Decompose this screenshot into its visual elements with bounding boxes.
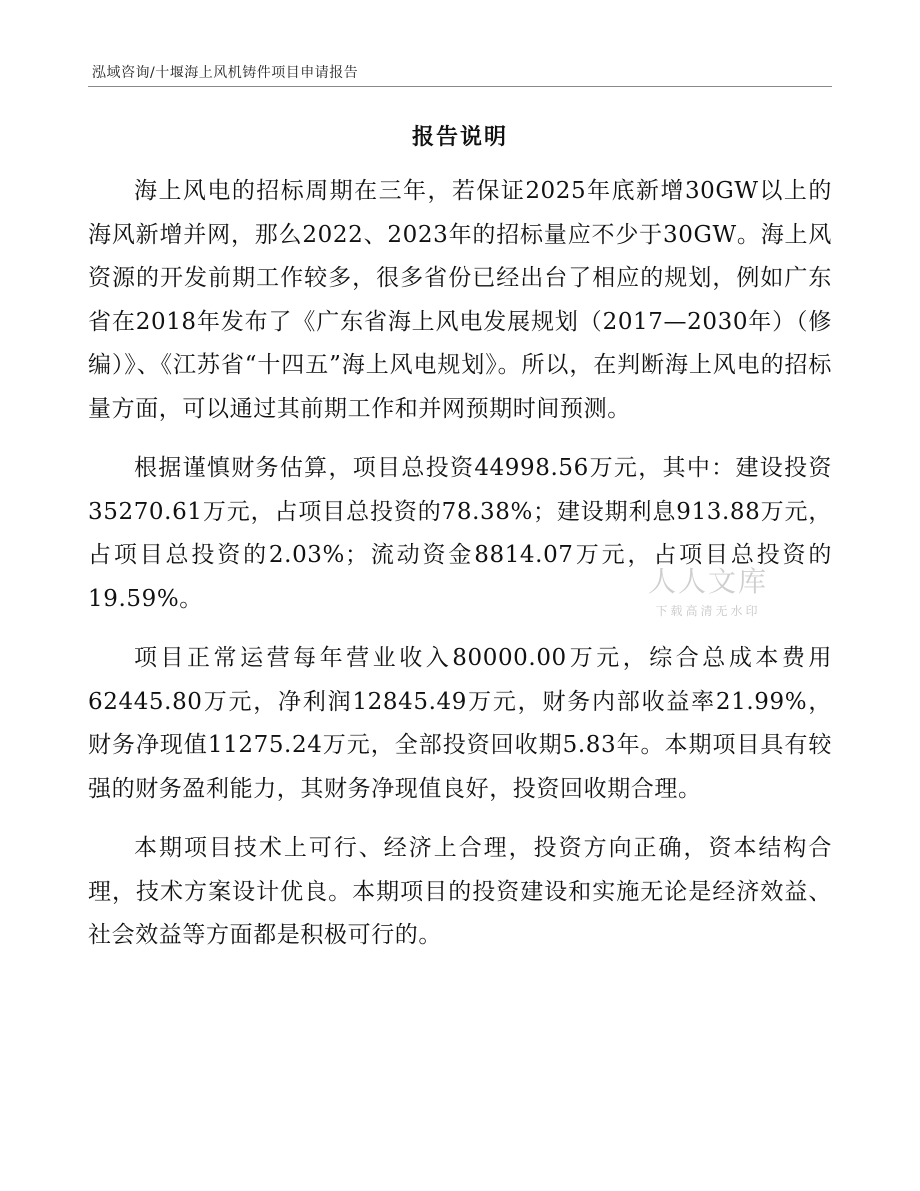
watermark-subtitle: 下载高清无水印 <box>655 604 761 618</box>
paragraph-investment: 根据谨慎财务估算，项目总投资44998.56万元，其中：建设投资35270.61万元，占项目总投资的78.38%；建设期利息913.88万元，占项目总投资的2.03%；流动资金8814.07万元，占项目总投资的19.59%。 <box>88 455 832 612</box>
running-header: 泓域咨询/十堰海上风机铸件项目申请报告 <box>92 65 359 81</box>
report-body <box>88 170 832 974</box>
paragraph-conclusion: 本期项目技术上可行、经济上合理，投资方向正确，资本结构合理，技术方案设计优良。本期项目的投资建设和实施无论是经济效益、社会效益等方面都是积极可行的。 <box>88 835 832 948</box>
header-divider <box>88 86 832 87</box>
paragraph-market: 海上风电的招标周期在三年，若保证2025年底新增30GW以上的海风新增并网，那么2022、2023年的招标量应不少于30GW。海上风资源的开发前期工作较多，很多省份已经出台了相应的规划，例如广东省在2018年发布了《广东省海上风电发展规划（2017—2030年）（修编）》、《江苏省“十四五”海上风电规划》。所以，在判断海上风电的招标量方面，可以通过其前期工作和并网预期时间预测。 <box>88 178 832 422</box>
paragraph-financials: 项目正常运营每年营业收入80000.00万元，综合总成本费用62445.80万元，净利润12845.49万元，财务内部收益率21.99%，财务净现值11275.24万元，全部投资回收期5.83年。本期项目具有较强的财务盈利能力，其财务净现值良好，投资回收期合理。 <box>88 645 832 802</box>
watermark-logo: 人人文库 <box>647 565 768 598</box>
section-title: 报告说明 <box>411 124 508 150</box>
